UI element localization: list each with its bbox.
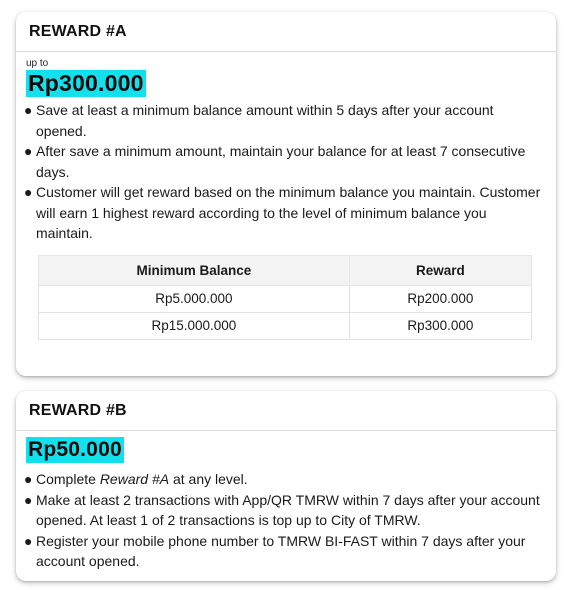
- reward-a-term-1: Save at least a minimum balance amount within 5 days after your account opened.: [36, 102, 494, 139]
- reward-b-terms-list: [26, 469, 544, 572]
- reward-b-title: REWARD #B: [29, 401, 127, 419]
- table-cell: Rp300.000: [349, 312, 531, 339]
- reward-b-card: [16, 391, 556, 581]
- bullet-icon: ●: [24, 184, 33, 200]
- reward-a-card: [16, 12, 556, 376]
- reward-b-term-2: Make at least 2 transactions with App/QR TMRW within 7 days after your account opened. At least 1 of 2 transactions is top up to City of TMRW.: [36, 491, 540, 528]
- reward-a-amount: Rp300.000: [28, 70, 144, 96]
- bullet-icon: ●: [24, 143, 33, 159]
- bullet-icon: ●: [24, 532, 33, 549]
- reward-b-term-1: [36, 469, 544, 490]
- table-cell: Rp200.000: [349, 285, 531, 312]
- reward-a-title: REWARD #A: [29, 22, 127, 40]
- column-header-reward: Reward: [349, 255, 531, 285]
- table-row: [39, 312, 532, 339]
- reward-b-header: [16, 391, 556, 431]
- reward-a-terms-list: [26, 100, 544, 244]
- list-item: [26, 141, 544, 182]
- table-header-row: [39, 255, 532, 285]
- table-cell: Rp5.000.000: [39, 285, 350, 312]
- reward-a-term-2: After save a minimum amount, maintain your balance for at least 7 consecutive days.: [36, 143, 526, 180]
- table-row: [39, 285, 532, 312]
- reward-b-term-1-suffix: at any level.: [169, 471, 248, 487]
- reward-b-term-1-emphasis: Reward #A: [99, 471, 170, 487]
- bullet-icon: ●: [24, 102, 33, 118]
- reward-b-amount: Rp50.000: [28, 438, 122, 461]
- reward-b-body: [16, 431, 556, 572]
- reward-a-up-to-label: up to: [26, 58, 49, 69]
- bullet-icon: ●: [24, 471, 33, 487]
- reward-a-header: [16, 12, 556, 52]
- bullet-icon: ●: [24, 491, 33, 508]
- reward-table: [38, 255, 532, 340]
- table-cell: Rp15.000.000: [39, 312, 350, 339]
- reward-b-term-1-prefix: Complete: [36, 471, 100, 487]
- column-header-minimum-balance: Minimum Balance: [39, 255, 350, 285]
- reward-a-term-3: Customer will get reward based on the minimum balance you maintain. Customer will earn 1 highest reward according to the level of minimum balance you maintain.: [36, 184, 541, 241]
- list-item: [26, 490, 544, 531]
- list-item: [26, 100, 544, 141]
- reward-table-container: [38, 255, 534, 340]
- list-item: [26, 469, 544, 490]
- reward-b-term-3: Register your mobile phone number to TMRW BI-FAST within 7 days after your account opened.: [36, 532, 526, 569]
- reward-a-body: [16, 58, 556, 340]
- list-item: [26, 182, 544, 244]
- list-item: [26, 531, 544, 572]
